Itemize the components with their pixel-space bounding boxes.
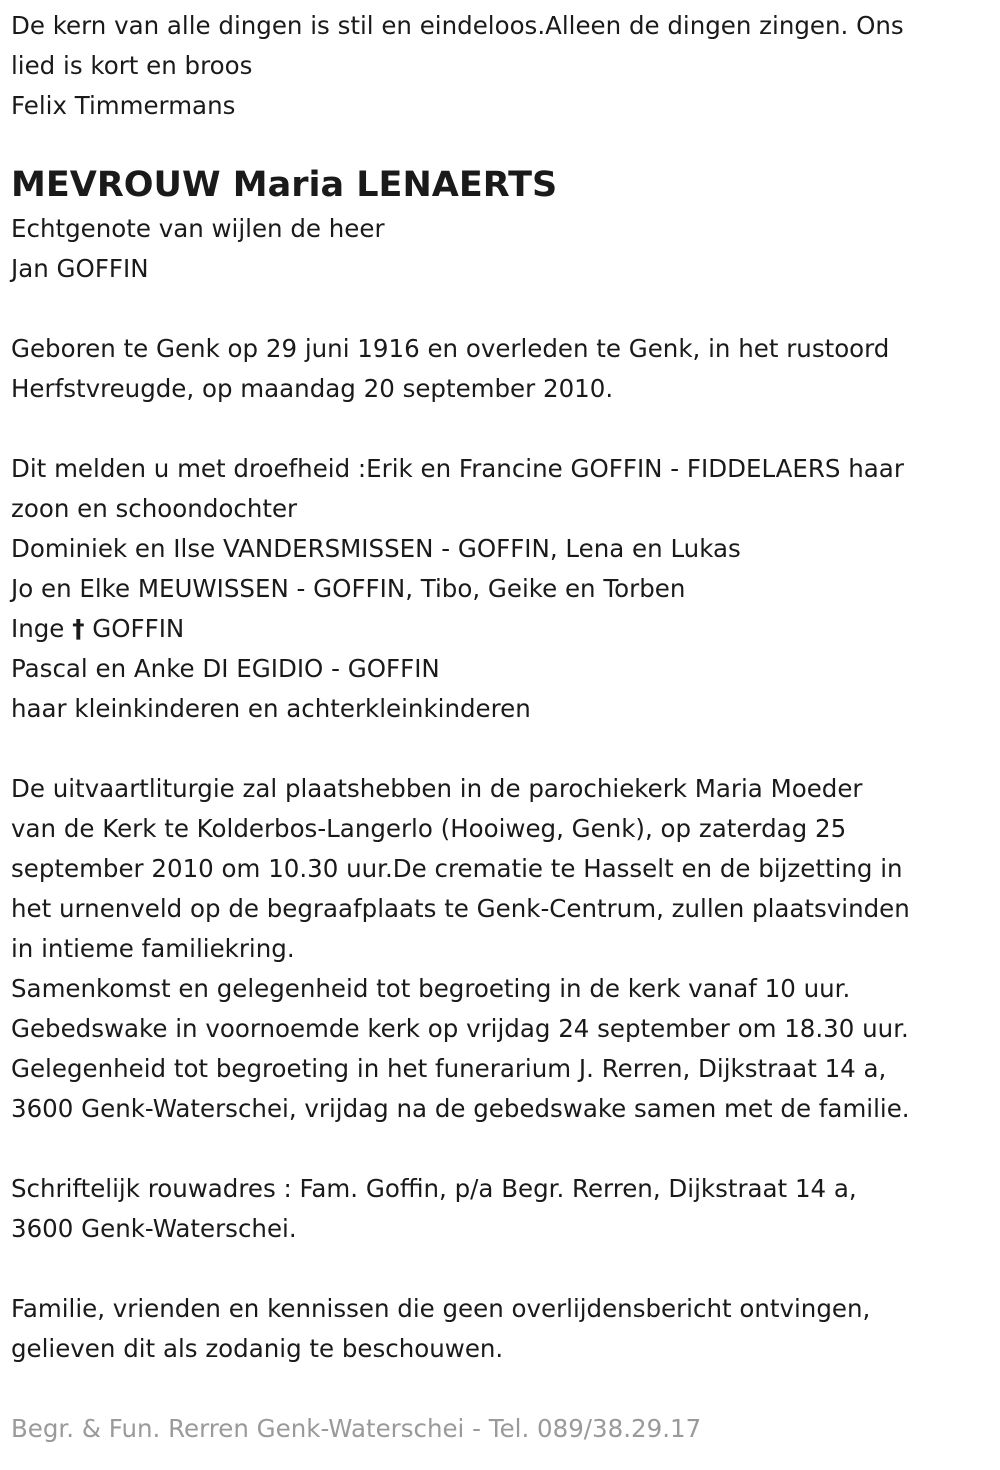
quote-author: Felix Timmermans xyxy=(11,91,236,120)
spouse-line-1: Echtgenote van wijlen de heer xyxy=(11,214,385,243)
spouse-line-2: Jan GOFFIN xyxy=(11,254,149,283)
family-line-2: zoon en schoondochter xyxy=(11,494,298,523)
birth-death-line-1: Geboren te Genk op 29 juni 1916 en overleden te Genk, in het rustoord xyxy=(11,334,890,363)
spacer xyxy=(11,1369,991,1409)
obituary-document xyxy=(11,0,991,1449)
funeral-line-3: september 2010 om 10.30 uur.De crematie te Hasselt en de bijzetting in xyxy=(11,854,903,883)
family-line-7: haar kleinkinderen en achterkleinkinderen xyxy=(11,694,531,723)
family-line-5-post: GOFFIN xyxy=(92,614,185,643)
family-line-1: Dit melden u met droefheid :Erik en Francine GOFFIN - FIDDELAERS haar xyxy=(11,454,904,483)
spacer xyxy=(11,1249,991,1289)
funeral-home-footer: Begr. & Fun. Rerren Genk-Waterschei - Tel. 089/38.29.17 xyxy=(11,1414,702,1443)
notice-line-2: gelieven dit als zodanig te beschouwen. xyxy=(11,1334,504,1363)
quote-line-1: De kern van alle dingen is stil en eindeloos.Alleen de dingen zingen. Ons xyxy=(11,11,904,40)
birth-death-line-2: Herfstvreugde, op maandag 20 september 2010. xyxy=(11,374,614,403)
funeral-line-7: Gebedswake in voornoemde kerk op vrijdag 24 september om 18.30 uur. xyxy=(11,1014,909,1043)
spacer xyxy=(11,729,991,769)
spacer xyxy=(11,1129,991,1169)
spacer xyxy=(11,289,991,329)
spacer xyxy=(11,126,991,160)
funeral-line-8: Gelegenheid tot begroeting in het funerarium J. Rerren, Dijkstraat 14 a, xyxy=(11,1054,887,1083)
notice-line-1: Familie, vrienden en kennissen die geen overlijdensbericht ontvingen, xyxy=(11,1294,871,1323)
funeral-line-2: van de Kerk te Kolderbos-Langerlo (Hooiweg, Genk), op zaterdag 25 xyxy=(11,814,847,843)
funeral-line-9: 3600 Genk-Waterschei, vrijdag na de gebedswake samen met de familie. xyxy=(11,1094,910,1123)
family-line-4: Jo en Elke MEUWISSEN - GOFFIN, Tibo, Geike en Torben xyxy=(11,574,686,603)
quote-line-2: lied is kort en broos xyxy=(11,51,253,80)
address-line-2: 3600 Genk-Waterschei. xyxy=(11,1214,297,1243)
funeral-line-4: het urnenveld op de begraafplaats te Genk-Centrum, zullen plaatsvinden xyxy=(11,894,910,923)
spacer xyxy=(11,409,991,449)
cross-icon: † xyxy=(72,614,85,643)
address-line-1: Schriftelijk rouwadres : Fam. Goffin, p/a Begr. Rerren, Dijkstraat 14 a, xyxy=(11,1174,857,1203)
family-line-5 xyxy=(11,609,991,649)
family-line-5-pre: Inge xyxy=(11,614,65,643)
funeral-line-6: Samenkomst en gelegenheid tot begroeting in de kerk vanaf 10 uur. xyxy=(11,974,851,1003)
family-line-6: Pascal en Anke DI EGIDIO - GOFFIN xyxy=(11,654,440,683)
family-line-3: Dominiek en Ilse VANDERSMISSEN - GOFFIN, Lena en Lukas xyxy=(11,534,741,563)
funeral-line-5: in intieme familiekring. xyxy=(11,934,295,963)
deceased-name: MEVROUW Maria LENAERTS xyxy=(11,165,558,205)
funeral-line-1: De uitvaartliturgie zal plaatshebben in de parochiekerk Maria Moeder xyxy=(11,774,863,803)
